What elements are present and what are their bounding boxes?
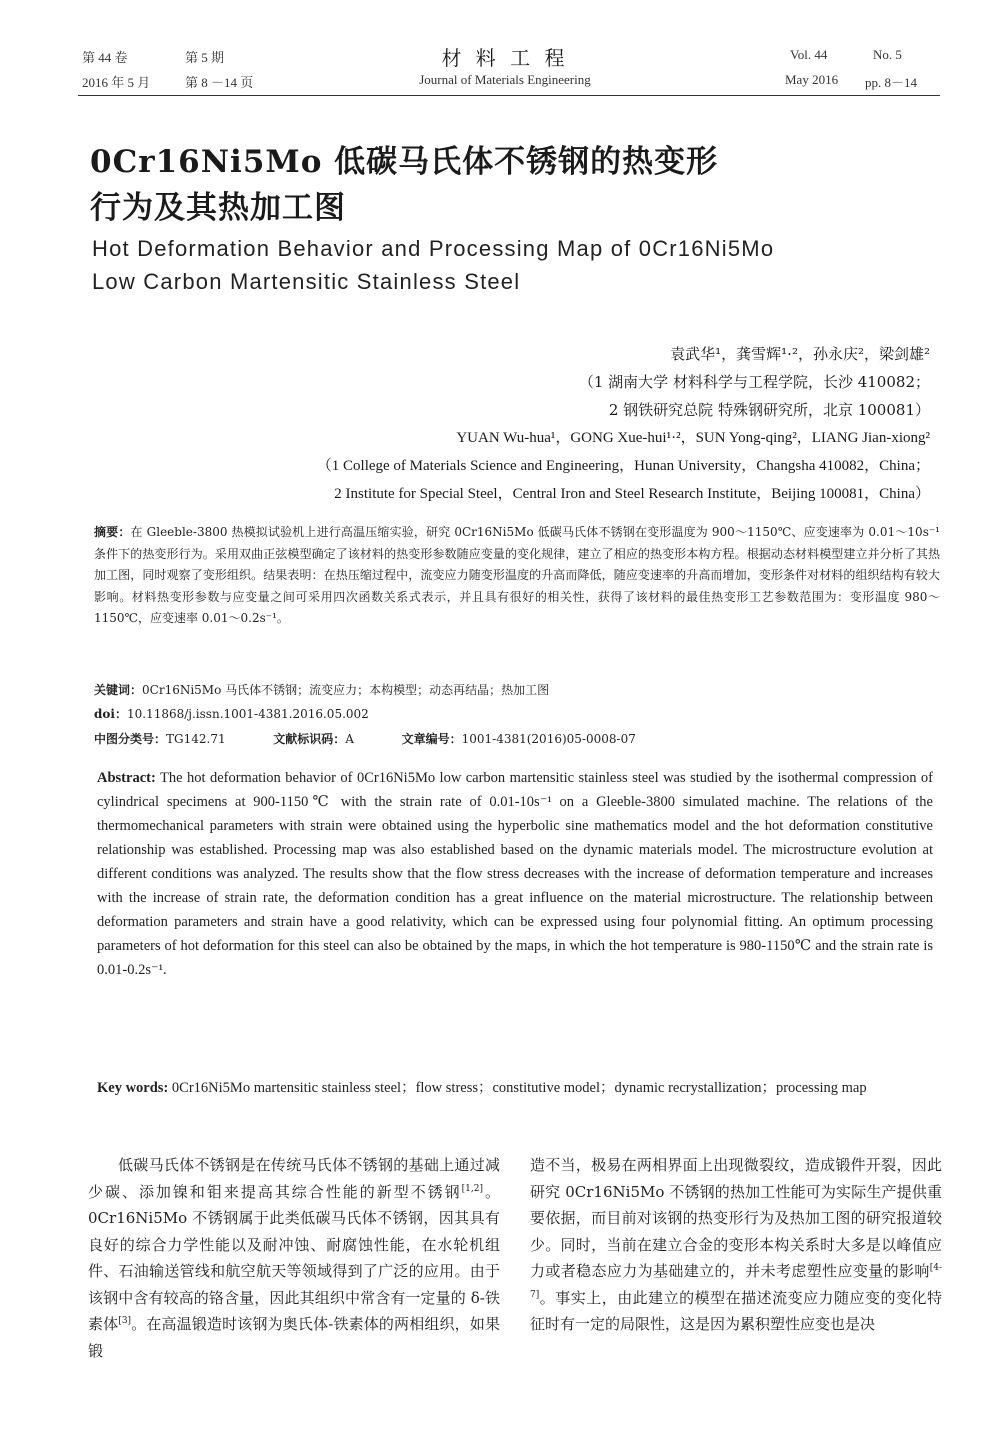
authors-en: YUAN Wu-hua¹，GONG Xue-hui¹·²，SUN Yong-qing²，LIANG Jian-xiong² — [456, 430, 930, 446]
article-no-label: 文章编号： — [401, 732, 462, 746]
abstract-cn-label: 摘要： — [94, 525, 131, 539]
doi-text[interactable]: 10.11868/j.issn.1001-4381.2016.05.002 — [126, 707, 369, 721]
citation-3[interactable]: [3] — [118, 1316, 132, 1326]
title-en-line2: Low Carbon Martensitic Stainless Steel — [92, 269, 521, 294]
doi-line — [94, 704, 940, 725]
header-volume-en: Vol. 44 — [790, 47, 828, 62]
header-no-en: No. 5 — [873, 47, 902, 62]
keywords-en-label: Key words: — [97, 1080, 169, 1096]
title-cn-line1: 0Cr16Ni5Mo 低碳马氏体不锈钢的热变形 — [90, 144, 719, 180]
clc-value: TG142.71 — [166, 732, 226, 746]
classification-line — [94, 729, 940, 750]
body-left-part2: 。0Cr16Ni5Mo 不锈钢属于此类低碳马氏体不锈钢，因其具有良好的综合力学性能以及耐冲蚀、耐腐蚀性能，在水轮机组件、石油输送管线和航空航天等领域得到了广泛的应用。由于该钢中含有较高的铬含量，因此其组织中常含有一定量的 δ-铁素体 — [88, 1182, 500, 1333]
keywords-cn — [94, 680, 940, 701]
header-pages-en: pp. 8－14 — [865, 75, 918, 90]
body-column-right — [530, 1152, 942, 1338]
keywords-en-text: 0Cr16Ni5Mo martensitic stainless steel；flow stress；constitutive model；dynamic recrystallization；processing map — [171, 1080, 867, 1096]
clc-label: 中图分类号： — [94, 732, 167, 746]
title-cn-line2: 行为及其热加工图 — [90, 190, 346, 226]
journal-name-cn: 材 料 工 程 — [441, 46, 569, 70]
body-left-part1: 低碳马氏体不锈钢是在传统马氏体不锈钢的基础上通过减少碳、添加镍和钼来提高其综合性能的新型不锈钢 — [88, 1156, 500, 1201]
header-date-en: May 2016 — [785, 72, 839, 87]
affiliation-en-2: 2 Institute for Special Steel，Central Iron and Steel Research Institute，Beijing 100081，China） — [334, 486, 930, 502]
title-en-line1: Hot Deformation Behavior and Processing Map of 0Cr16Ni5Mo — [92, 236, 775, 261]
header-date-cn: 2016 年 5 月 — [82, 75, 151, 90]
abstract-en-text: The hot deformation behavior of 0Cr16Ni5Mo low carbon martensitic stainless steel was studied by the isothermal compression of cylindrical specimens at 900-1150℃ with the strain rate of 0.01-10s⁻¹ on a Gleeble-3800 simulated machine. The relations of the thermomechanical parameters with strain were obtained using the hyperbolic sine mathematics model and the hot deformation constitutive relationship was established. Processing map was also established based on the dynamic materials model. The microstructure evolution at different conditions was analyzed. The results show that the flow stress decreases with the increase of deformation temperature and increases with the increase of strain rate, the deformation condition has a great influence on the material microstructure. The relationship between deformation parameters and strain have a good relativity, which can be expressed using four polynomial fitting. An optimum processing parameters of hot deformation for this steel can also be obtained by the maps, in which the hot temperature is 980-1150℃ and the strain rate is 0.01-0.2s⁻¹. — [97, 770, 933, 978]
body-right-part2: 。事实上，由此建立的模型在描述流变应力随应变的变化特征时有一定的局限性，这是因为累积塑性应变也是决 — [530, 1288, 942, 1333]
body-left-part3: 。在高温锻造时该钢为奥氏体-铁素体的两相组织，如果锻 — [88, 1315, 500, 1360]
doc-code-label: 文献标识码： — [273, 732, 346, 746]
keywords-cn-label: 关键词： — [94, 683, 143, 697]
abstract-en-label: Abstract: — [97, 770, 156, 786]
keywords-cn-text: 0Cr16Ni5Mo 马氏体不锈钢；流变应力；本构模型；动态再结晶；热加工图 — [142, 683, 550, 697]
header-volume-cn: 第 44 卷 — [82, 50, 128, 65]
doi-label: doi： — [94, 707, 127, 721]
abstract-en — [97, 766, 933, 982]
authors-cn: 袁武华¹，龚雪辉¹·²，孙永庆²，梁剑雄² — [670, 345, 930, 363]
citation-4-7[interactable]: [4-7] — [530, 1263, 942, 1300]
abstract-cn-text: 在 Gleeble-3800 热模拟试验机上进行高温压缩实验，研究 0Cr16Ni5Mo 低碳马氏体不锈钢在变形温度为 900～1150℃、应变速率为 0.01～10s⁻¹ 条件下的热变形行为。采用双曲正弦模型确定了该材料的热变形参数随应变量的变化规律，建立了相应的热变形本构方程。根据动态材料模型建立并分析了其热加工图，同时观察了变形组织。结果表明：在热压缩过程中，流变应力随变形温度的升高而降低，随应变速率的升高而增加，变形条件对材料的组织结构有较大影响。材料热变形参数与应变量之间可采用四次函数关系式表示，并且具有很好的相关性，获得了该材料的最佳热变形工艺参数范围为：变形温度 980～1150℃，应变速率 0.01～0.2s⁻¹。 — [94, 525, 940, 625]
journal-name-en: Journal of Materials Engineering — [419, 72, 591, 87]
affiliation-cn-2: 2 钢铁研究总院 特殊钢研究所，北京 100081） — [608, 401, 930, 419]
article-no-value: 1001-4381(2016)05-0008-07 — [461, 732, 636, 746]
body-right-part1: 造不当，极易在两相界面上出现微裂纹，造成锻件开裂，因此研究 0Cr16Ni5Mo 不锈钢的热加工性能可为实际生产提供重要依据，而目前对该钢的热变形行为及热加工图的研究报道较少。同时，当前在建立合金的变形本构关系时大多是以峰值应力或者稳态应力为基础建立的，并未考虑塑性应变量的影响 — [530, 1156, 942, 1280]
abstract-cn — [94, 522, 940, 630]
affiliation-en-1: （1 College of Materials Science and Engineering，Hunan University，Changsha 410082，China； — [316, 458, 930, 474]
header-pages-cn: 第 8 －14 页 — [185, 75, 254, 90]
body-column-left — [88, 1152, 500, 1364]
header-rule — [78, 95, 940, 96]
doc-code-value: A — [345, 732, 354, 746]
keywords-en — [97, 1076, 933, 1100]
header-issue-cn: 第 5 期 — [185, 50, 225, 65]
citation-1-2[interactable]: [1,2] — [461, 1183, 483, 1194]
affiliation-cn-1: （1 湖南大学 材料科学与工程学院，长沙 410082； — [578, 373, 930, 391]
